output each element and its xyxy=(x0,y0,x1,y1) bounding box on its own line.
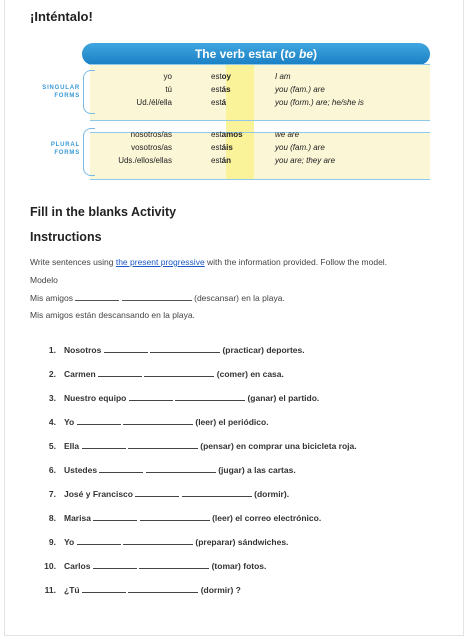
model-verb: (descansar) en la playa. xyxy=(194,293,285,303)
exercise-verb: (pensar) en comprar una bicicleta roja. xyxy=(200,441,357,451)
table-title-italic: to be xyxy=(284,47,314,61)
answer-blank[interactable] xyxy=(146,464,216,473)
table-rule xyxy=(90,179,430,180)
exercise-item xyxy=(30,416,450,427)
exercise-item xyxy=(30,488,450,499)
exercise-item xyxy=(30,344,450,355)
exercise-subject: José y Francisco xyxy=(64,489,133,499)
answer-blank[interactable] xyxy=(140,512,210,521)
answer-blank[interactable] xyxy=(93,512,137,521)
verb-ending: án xyxy=(221,156,232,165)
singular-label-line2: FORMS xyxy=(54,93,80,99)
table-title xyxy=(82,43,430,65)
pronoun: vosotros/as xyxy=(131,143,172,152)
answer-blank[interactable] xyxy=(77,536,121,545)
exercise-verb: (comer) en casa. xyxy=(216,369,284,379)
exercise-item xyxy=(30,584,450,595)
exercise-subject: Ella xyxy=(64,441,80,451)
exercise-subject: Carlos xyxy=(64,561,91,571)
verb-form xyxy=(211,97,226,109)
pronoun: yo xyxy=(163,72,172,81)
answer-blank[interactable] xyxy=(98,368,142,377)
verb-ending: ás xyxy=(221,85,231,94)
verb-stem: est xyxy=(211,143,222,152)
exercise-subject: ¿Tú xyxy=(64,585,80,595)
answer-blank[interactable] xyxy=(128,440,198,449)
exercise-item xyxy=(30,536,450,547)
instructions-after-link: with the information provided. Follow the model. xyxy=(204,257,388,267)
exercise-number: 11. xyxy=(44,585,56,595)
exercise-item xyxy=(30,512,450,523)
answer-blank[interactable] xyxy=(139,560,209,569)
answer-blank[interactable] xyxy=(144,368,214,377)
verb-form xyxy=(211,142,233,154)
answer-blank[interactable] xyxy=(82,440,126,449)
verb-form xyxy=(211,84,231,96)
exercise-verb: (dormir) ? xyxy=(200,585,241,595)
table-title-prefix: The verb estar ( xyxy=(194,47,285,61)
exercise-subject: Yo xyxy=(64,417,75,427)
exercise-verb: (tomar) fotos. xyxy=(211,561,267,571)
exercise-number: 9. xyxy=(48,537,56,547)
instructions-title: Instructions xyxy=(30,230,102,244)
answer-blank[interactable] xyxy=(104,344,148,353)
english-translation: you (fam.) are xyxy=(275,85,325,94)
exercise-subject: Carmen xyxy=(64,369,96,379)
answer-blank[interactable] xyxy=(175,392,245,401)
verb-ending: á xyxy=(221,98,227,107)
present-progressive-link[interactable]: the present progressive xyxy=(115,257,205,267)
table-rule xyxy=(90,120,430,121)
exercise-number: 1. xyxy=(48,345,56,355)
verb-stem: est xyxy=(211,130,222,139)
exercise-verb: (practicar) deportes. xyxy=(222,345,305,355)
exercise-subject: Yo xyxy=(64,537,75,547)
exercise-verb: (jugar) a las cartas. xyxy=(218,465,296,475)
exercise-item xyxy=(30,560,450,571)
conjugation-row xyxy=(30,129,430,141)
exercise-item xyxy=(30,368,450,379)
verb-estar-table xyxy=(30,42,430,182)
english-translation: you are; they are xyxy=(275,156,336,165)
verb-stem: est xyxy=(211,85,222,94)
section-heading: ¡Inténtalo! xyxy=(30,9,93,24)
instructions-text xyxy=(30,257,387,267)
table-title-suffix: ) xyxy=(313,47,318,61)
exercise-number: 6. xyxy=(48,465,56,475)
conjugation-row xyxy=(30,71,430,83)
activity-title: Fill in the blanks Activity xyxy=(30,205,177,219)
answer-blank[interactable] xyxy=(129,392,173,401)
model-label: Modelo xyxy=(30,275,58,285)
answer-blank[interactable] xyxy=(123,536,193,545)
exercise-item xyxy=(30,464,450,475)
table-rule xyxy=(90,64,430,65)
exercise-number: 3. xyxy=(48,393,56,403)
exercise-item xyxy=(30,392,450,403)
exercise-verb: (leer) el correo electrónico. xyxy=(212,513,322,523)
answer-blank[interactable] xyxy=(123,416,193,425)
answer-blank[interactable] xyxy=(99,464,143,473)
pronoun: nosotros/as xyxy=(130,130,172,139)
exercise-subject: Nosotros xyxy=(64,345,102,355)
model-subject: Mis amigos xyxy=(30,293,73,303)
exercise-subject: Ustedes xyxy=(64,465,98,475)
verb-ending: oy xyxy=(221,72,232,81)
plural-label-line1: PLURAL xyxy=(50,142,80,148)
plural-label-line2: FORMS xyxy=(54,150,80,156)
verb-form xyxy=(211,129,243,141)
verb-stem: est xyxy=(211,98,222,107)
verb-ending: áis xyxy=(221,143,233,152)
answer-blank[interactable] xyxy=(150,344,220,353)
exercise-number: 2. xyxy=(48,369,56,379)
instructions-before-link: Write sentences using xyxy=(30,257,116,267)
answer-blank[interactable] xyxy=(93,560,137,569)
verb-form xyxy=(211,155,231,167)
pronoun: Uds./ellos/ellas xyxy=(118,156,172,165)
exercise-number: 4. xyxy=(48,417,56,427)
exercise-number: 8. xyxy=(48,513,56,523)
exercise-number: 7. xyxy=(48,489,56,499)
exercise-verb: (leer) el periódico. xyxy=(195,417,269,427)
english-translation: you (form.) are; he/she is xyxy=(275,98,364,107)
exercise-subject: Nuestro equipo xyxy=(64,393,127,403)
exercise-number: 10. xyxy=(44,561,56,571)
verb-ending: amos xyxy=(221,130,243,139)
model-answer: Mis amigos están descansando en la playa. xyxy=(30,310,195,320)
blank-line xyxy=(75,292,119,301)
answer-blank[interactable] xyxy=(128,584,198,593)
pronoun: Ud./él/ella xyxy=(136,98,172,107)
conjugation-row xyxy=(30,97,430,109)
exercise-verb: (ganar) el partido. xyxy=(247,393,320,403)
english-translation: we are xyxy=(275,130,300,139)
exercise-verb: (preparar) sándwiches. xyxy=(195,537,289,547)
verb-form xyxy=(211,71,231,83)
verb-stem: est xyxy=(211,72,222,81)
conjugation-row xyxy=(30,84,430,96)
answer-blank[interactable] xyxy=(77,416,121,425)
answer-blank[interactable] xyxy=(182,488,252,497)
blank-line xyxy=(122,292,192,301)
english-translation: you (fam.) are xyxy=(275,143,325,152)
english-translation: I am xyxy=(275,72,291,81)
exercise-verb: (dormir). xyxy=(254,489,290,499)
conjugation-row xyxy=(30,155,430,167)
pronoun: tú xyxy=(165,85,172,94)
singular-label-line1: SINGULAR xyxy=(42,85,80,91)
exercise-number: 5. xyxy=(48,441,56,451)
answer-blank[interactable] xyxy=(135,488,179,497)
exercise-subject: Marisa xyxy=(64,513,91,523)
answer-blank[interactable] xyxy=(82,584,126,593)
model-prompt xyxy=(30,292,285,303)
exercise-item xyxy=(30,440,450,451)
verb-stem: est xyxy=(211,156,222,165)
conjugation-row xyxy=(30,142,430,154)
